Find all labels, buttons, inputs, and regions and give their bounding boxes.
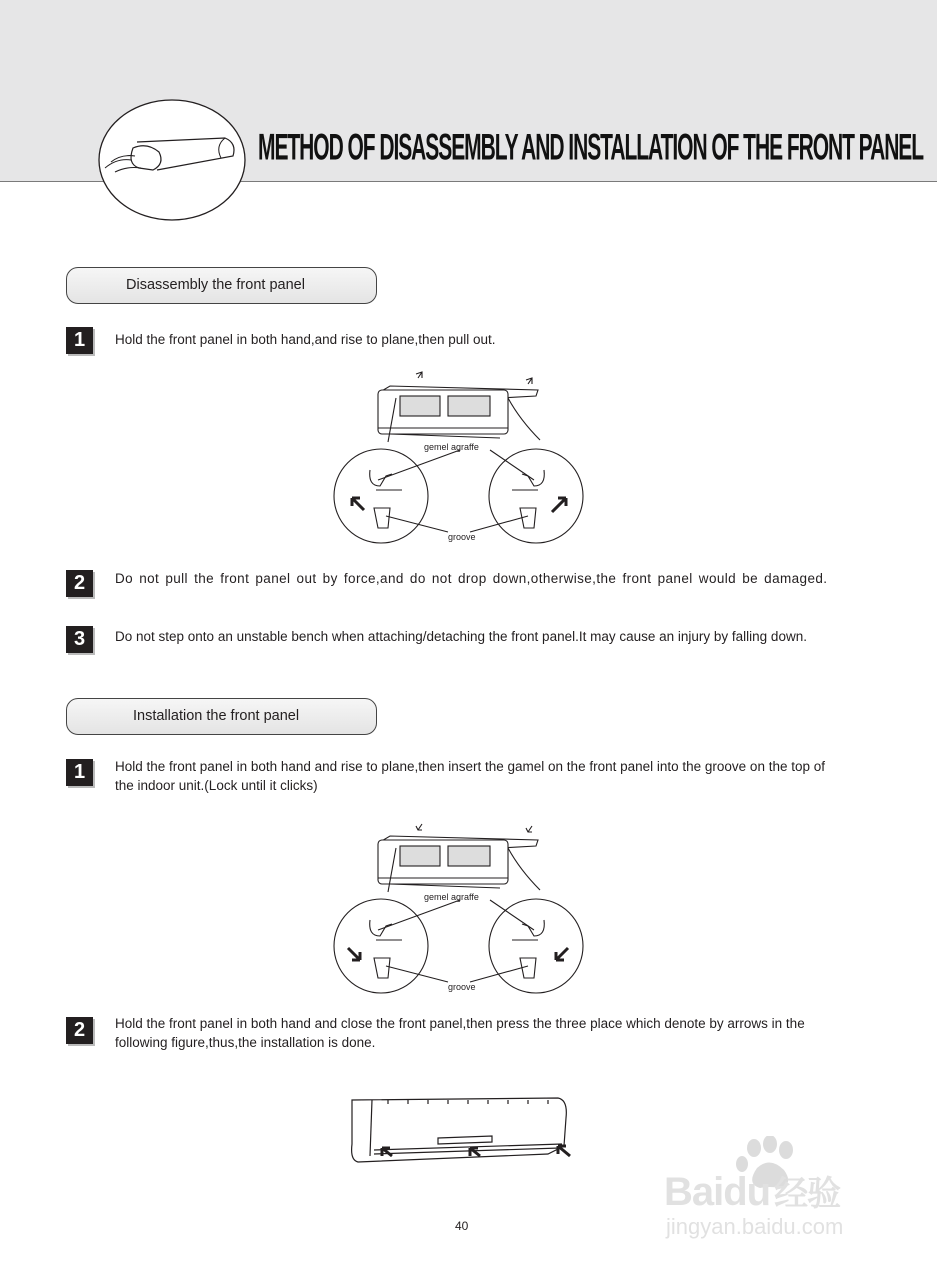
disassembly-figure [330, 370, 590, 550]
section-header-disassembly [66, 267, 377, 304]
step-text: Do not step onto an unstable bench when attaching/detaching the front panel.It may cause an injury by falling down. [115, 629, 807, 644]
section-header-label: Installation the front panel [133, 708, 300, 724]
page-title: METHOD OF DISASSEMBLY AND INSTALLATION OF THE FRONT PANEL [258, 127, 924, 169]
step-text: Do not pull the front panel out by force,and do not drop down,otherwise,the front panel would be damaged. [115, 571, 828, 586]
step-number-badge: 3 [66, 626, 93, 653]
page-number: 40 [455, 1219, 469, 1233]
step-number-badge: 1 [66, 759, 93, 786]
baidu-watermark [662, 1136, 882, 1246]
figure-label-groove: groove [448, 532, 476, 542]
installation-figure [330, 820, 590, 1000]
figure-label-groove: groove [448, 982, 476, 992]
step-text: Hold the front panel in both hand and rise to plane,then insert the gamel on the front panel into the groove on the top of the indoor unit.(Lock until it clicks) [115, 759, 825, 793]
step-number-badge: 2 [66, 1017, 93, 1044]
figure-label-gemel-agraffe: gemel agraffe [424, 442, 479, 452]
watermark-brand: Baidu [664, 1170, 771, 1214]
watermark-url: jingyan.baidu.com [666, 1214, 844, 1239]
step-number-badge: 1 [66, 327, 93, 354]
section-header-label: Disassembly the front panel [126, 277, 305, 293]
step-number-badge: 2 [66, 570, 93, 597]
section-header-installation [66, 698, 377, 735]
step-text: Hold the front panel in both hand and close the front panel,then press the three place which denote by arrows in the following figure,thus,the installation is done. [115, 1016, 805, 1050]
indoor-unit-figure [348, 1094, 573, 1166]
hand-wiping-logo-icon [97, 98, 247, 222]
step-text: Hold the front panel in both hand,and rise to plane,then pull out. [115, 332, 496, 347]
watermark-brand-cn: 经验 [774, 1175, 841, 1213]
figure-label-gemel-agraffe: gemel agraffe [424, 892, 479, 902]
